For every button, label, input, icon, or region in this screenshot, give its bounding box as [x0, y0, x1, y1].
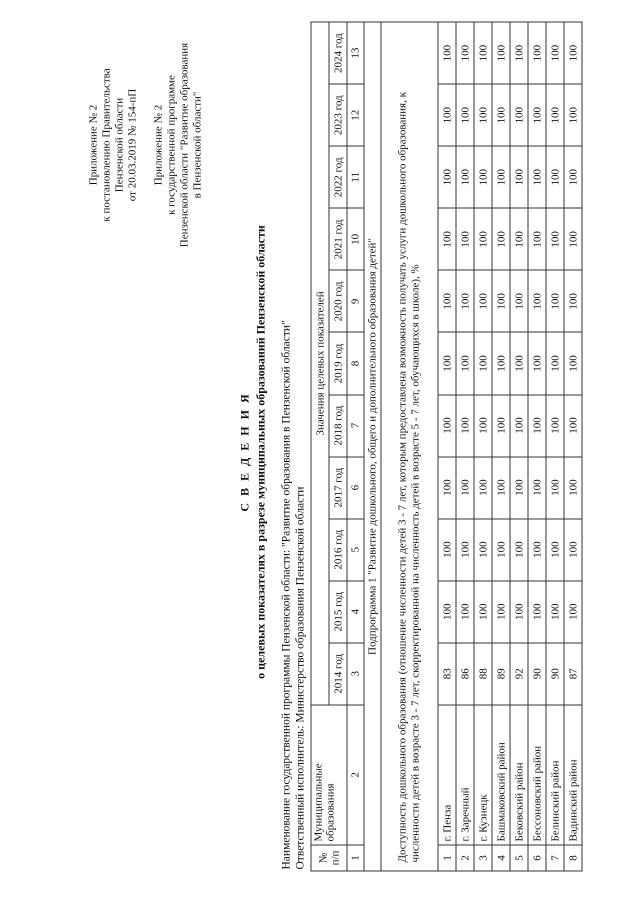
indicator-value: 100 [492, 395, 510, 457]
indicator-value: 100 [564, 395, 582, 457]
appendix-gap [140, 33, 153, 258]
table-row [492, 22, 510, 871]
indicator-value: 88 [474, 643, 492, 705]
year-header: 2024 год [329, 22, 347, 84]
indicator-value: 100 [438, 581, 456, 643]
row-number: 8 [564, 845, 582, 871]
indicator-value: 100 [546, 208, 564, 270]
municipality-name: Башмаковский район [492, 705, 510, 845]
indicator-value: 100 [546, 332, 564, 394]
year-header: 2022 год [329, 146, 347, 208]
indicator-value: 100 [564, 270, 582, 332]
indicator-value: 100 [438, 519, 456, 581]
indicator-value: 100 [474, 146, 492, 208]
table-row [528, 22, 546, 871]
indicator-value: 100 [510, 146, 528, 208]
indicator-value: 100 [492, 208, 510, 270]
subprogram-row [364, 22, 381, 871]
indicator-value: 100 [510, 270, 528, 332]
indicator-value: 100 [528, 519, 546, 581]
year-header: 2021 год [329, 208, 347, 270]
indicator-value: 100 [456, 84, 474, 146]
table-row [456, 22, 474, 871]
year-header: 2016 год [329, 519, 347, 581]
municipality-name: Белинский район [546, 705, 564, 845]
col-num-header: № п/п [311, 845, 347, 871]
year-header: 2015 год [329, 581, 347, 643]
document-title: С В Е Д Е Н И Я [237, 392, 252, 512]
year-header: 2020 год [329, 270, 347, 332]
year-header: 2017 год [329, 457, 347, 519]
column-number: 9 [347, 270, 364, 332]
indicator-value: 100 [474, 581, 492, 643]
municipality-name: Вадинский район [564, 705, 582, 845]
appendix-line: к постановлению Правительства [100, 68, 113, 222]
indicator-value: 100 [474, 270, 492, 332]
indicator-value: 100 [492, 84, 510, 146]
indicator-value: 90 [546, 643, 564, 705]
column-number: 7 [347, 395, 364, 457]
year-header: 2019 год [329, 332, 347, 394]
appendix-line: к государственной программе [165, 75, 178, 215]
indicator-value: 100 [510, 332, 528, 394]
column-number-row [347, 22, 364, 871]
row-number: 3 [474, 845, 492, 871]
column-number: 12 [347, 84, 364, 146]
column-number: 4 [347, 581, 364, 643]
row-number: 1 [438, 845, 456, 871]
indicator-value: 100 [456, 208, 474, 270]
appendix-line: от 20.03.2019 № 154-пП [126, 88, 139, 202]
column-number: 11 [347, 146, 364, 208]
indicator-value: 100 [456, 519, 474, 581]
indicator-value: 100 [510, 22, 528, 84]
indicator-row [381, 22, 438, 871]
indicator-value: 100 [564, 332, 582, 394]
column-number: 3 [347, 643, 364, 705]
col-municipality-header: Муниципальные образования [311, 705, 347, 845]
indicator-value: 100 [510, 395, 528, 457]
indicator-value: 92 [510, 643, 528, 705]
indicator-value: 100 [528, 581, 546, 643]
indicator-value: 100 [456, 270, 474, 332]
indicator-description: Доступность дошкольного образования (отношение численности детей 3 - 7 лет, которым предоставлена возможность получать услуги дошкольного образования, к численности детей в возрасте 3 - 7 лет, скорректированной на численность детей в возрасте 5 - 7 лет, обучающихся в школе), % [381, 22, 438, 871]
row-number: 4 [492, 845, 510, 871]
indicator-value: 100 [492, 581, 510, 643]
indicator-value: 100 [438, 208, 456, 270]
indicator-value: 100 [456, 457, 474, 519]
indicator-value: 100 [438, 270, 456, 332]
document-subtitle: о целевых показателях в разрезе муниципальных образований Пензенской области [253, 225, 268, 679]
indicator-value: 100 [546, 457, 564, 519]
indicator-value: 100 [528, 270, 546, 332]
municipality-name: г. Пенза [438, 705, 456, 845]
indicator-value: 83 [438, 643, 456, 705]
indicator-value: 100 [528, 22, 546, 84]
indicator-value: 100 [546, 395, 564, 457]
indicator-value: 100 [528, 208, 546, 270]
indicator-value: 100 [474, 395, 492, 457]
indicator-value: 100 [528, 84, 546, 146]
municipality-name: г. Заречный [456, 705, 474, 845]
indicator-value: 100 [438, 457, 456, 519]
indicator-value: 100 [438, 395, 456, 457]
row-number: 6 [528, 845, 546, 871]
row-number: 2 [456, 845, 474, 871]
column-number: 8 [347, 332, 364, 394]
rotated-document-page [1, 0, 640, 905]
indicator-value: 100 [438, 332, 456, 394]
appendix-line: в Пензенской области" [191, 91, 204, 199]
indicator-value: 100 [564, 22, 582, 84]
indicator-value: 100 [546, 581, 564, 643]
indicator-value: 100 [492, 332, 510, 394]
indicator-value: 100 [474, 332, 492, 394]
indicator-value: 100 [510, 519, 528, 581]
column-number: 6 [347, 457, 364, 519]
indicator-value: 100 [438, 84, 456, 146]
indicator-value: 100 [510, 208, 528, 270]
row-number: 7 [546, 845, 564, 871]
row-number: 5 [510, 845, 528, 871]
indicator-value: 100 [564, 519, 582, 581]
indicator-value: 100 [474, 208, 492, 270]
appendix-line: Пензенской области "Развитие образования [178, 42, 191, 248]
indicator-value: 100 [474, 84, 492, 146]
indicator-value: 100 [546, 146, 564, 208]
indicator-value: 100 [438, 22, 456, 84]
year-header: 2014 год [329, 643, 347, 705]
indicator-value: 100 [510, 457, 528, 519]
indicator-value: 100 [528, 457, 546, 519]
table-row [438, 22, 456, 871]
indicator-value: 100 [546, 270, 564, 332]
indicator-value: 100 [564, 146, 582, 208]
program-name: Наименование государственной программы Пензенской области: "Развитие образования в Пензенской области" [280, 320, 293, 870]
indicator-value: 100 [438, 146, 456, 208]
appendix-block [88, 33, 205, 258]
indicator-value: 100 [510, 84, 528, 146]
year-header: 2018 год [329, 395, 347, 457]
indicator-value: 100 [456, 146, 474, 208]
table-row [564, 22, 582, 871]
municipality-name: Бессоновский район [528, 705, 546, 845]
responsible-executor: Ответственный исполнитель: Министерство образования Пензенской области [294, 486, 307, 870]
subprogram-title: Подпрограмма 1 "Развитие дошкольного, общего и дополнительного образования детей" [364, 22, 381, 871]
indicator-value: 100 [510, 581, 528, 643]
indicator-value: 100 [528, 332, 546, 394]
indicator-value: 100 [546, 84, 564, 146]
appendix-line: Приложение № 2 [87, 104, 100, 186]
indicator-value: 100 [474, 457, 492, 519]
col-values-header: Значения целевых показателей [311, 22, 329, 705]
indicator-value: 100 [564, 581, 582, 643]
indicator-value: 100 [492, 22, 510, 84]
indicator-value: 100 [456, 581, 474, 643]
indicator-value: 100 [564, 84, 582, 146]
column-number: 1 [347, 845, 364, 871]
indicator-value: 100 [546, 22, 564, 84]
table-row [510, 22, 528, 871]
column-number: 2 [347, 705, 364, 845]
indicator-value: 90 [528, 643, 546, 705]
indicator-value: 100 [546, 519, 564, 581]
indicator-value: 100 [492, 146, 510, 208]
municipality-name: г. Кузнецк [474, 705, 492, 845]
indicator-value: 100 [528, 395, 546, 457]
indicator-value: 100 [492, 519, 510, 581]
column-number: 13 [347, 22, 364, 84]
table-header-row [311, 22, 329, 871]
table-row [546, 22, 564, 871]
indicator-value: 100 [474, 519, 492, 581]
indicator-value: 100 [492, 457, 510, 519]
indicators-table [311, 22, 583, 872]
column-number: 10 [347, 208, 364, 270]
indicator-value: 100 [456, 395, 474, 457]
table-row [474, 22, 492, 871]
indicator-value: 87 [564, 643, 582, 705]
municipality-name: Бековский район [510, 705, 528, 845]
indicator-value: 100 [456, 22, 474, 84]
appendix-line: Пензенской области [113, 97, 126, 193]
indicator-value: 89 [492, 643, 510, 705]
indicator-value: 100 [492, 270, 510, 332]
appendix-line: Приложение № 2 [152, 104, 165, 186]
indicator-value: 100 [456, 332, 474, 394]
indicator-value: 100 [564, 208, 582, 270]
indicator-value: 100 [474, 22, 492, 84]
indicator-value: 100 [528, 146, 546, 208]
indicator-value: 100 [564, 457, 582, 519]
indicator-value: 86 [456, 643, 474, 705]
year-header: 2023 год [329, 84, 347, 146]
column-number: 5 [347, 519, 364, 581]
